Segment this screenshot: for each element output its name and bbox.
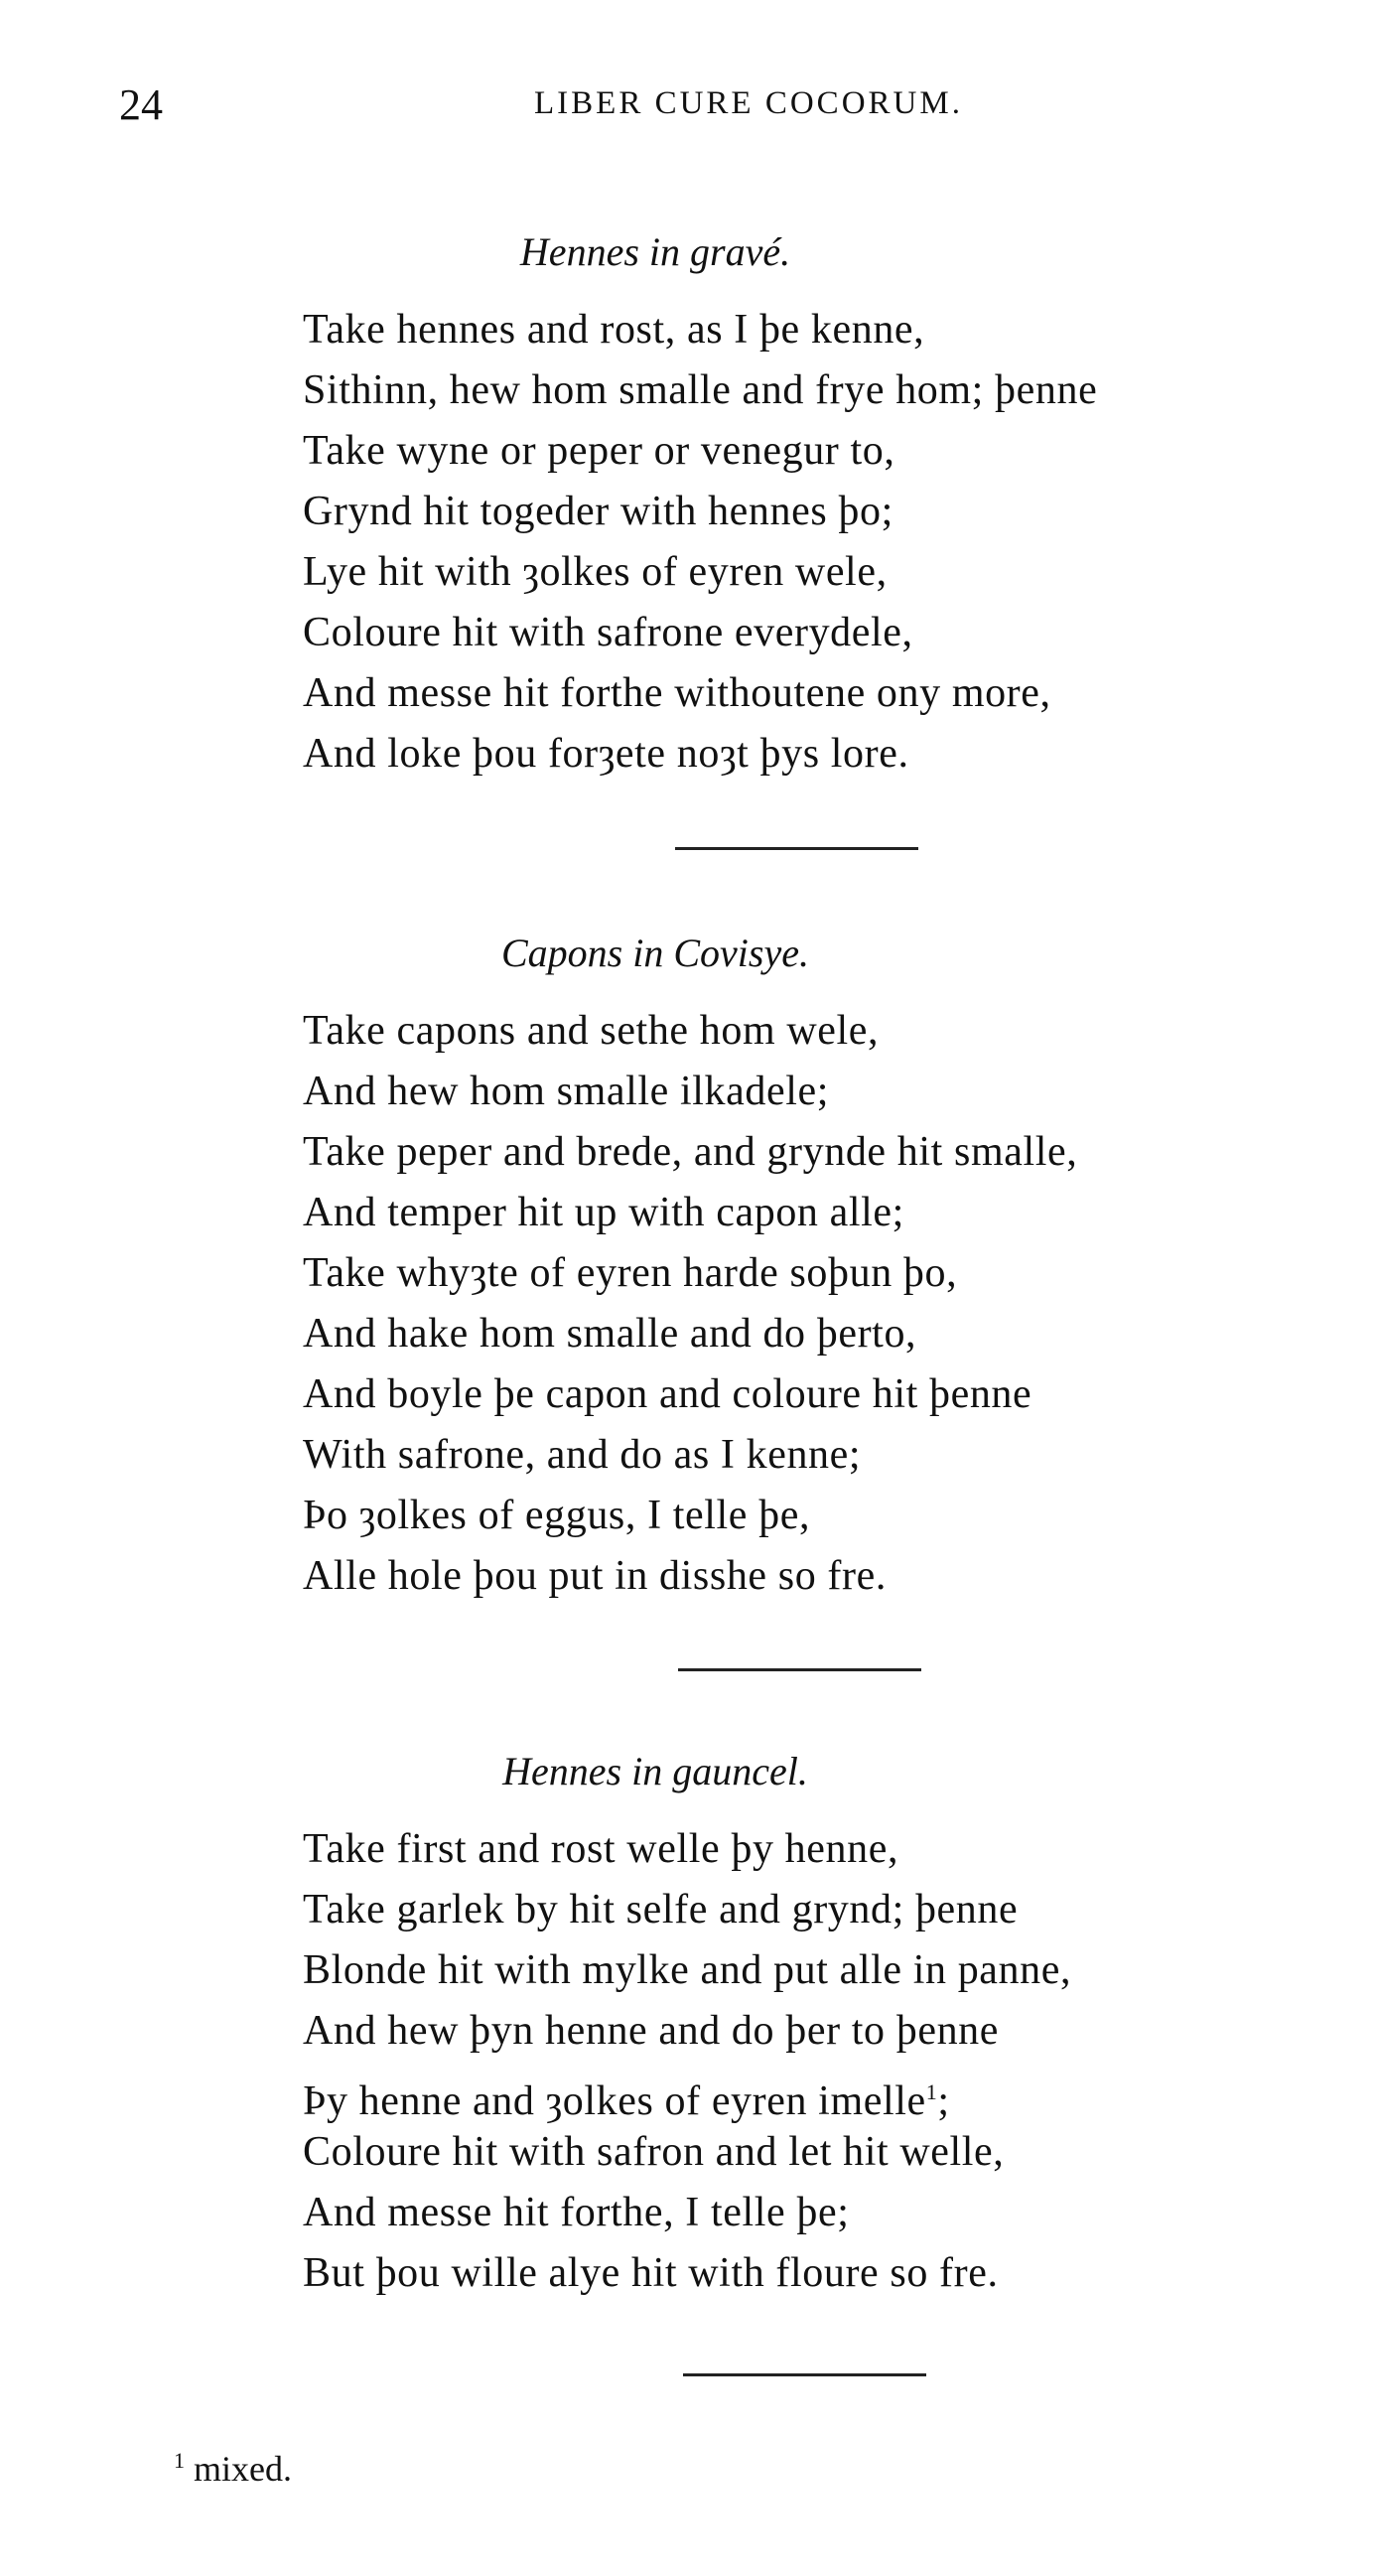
recipe-hennes-in-grave: [303, 220, 1296, 785]
section-divider: [683, 2373, 926, 2376]
verse-line-with-footnote: [303, 2062, 1296, 2122]
verse-line: Take capons and sethe hom wele,: [303, 1008, 880, 1054]
verse-line: Sithinn, hew hom smalle and frye hom; þenne: [303, 367, 1098, 413]
verse-line: But þou wille alye hit with floure so fre.: [303, 2250, 999, 2296]
footnote-marker: 1: [174, 2448, 185, 2473]
running-title: LIBER CURE COCORUM.: [534, 85, 963, 121]
verse-line: Take peper and brede, and grynde hit smalle,: [303, 1129, 1078, 1175]
section-divider: [675, 847, 918, 850]
verse-line: With safrone, and do as I kenne;: [303, 1432, 862, 1478]
recipe-title: Hennes in gauncel.: [502, 1749, 808, 1793]
verse-line: Þo ȝolkes of eggus, I telle þe,: [303, 1493, 811, 1538]
verse-line: Blonde hit with mylke and put alle in panne,: [303, 1947, 1072, 1993]
verse-line: Take first and rost welle þy henne,: [303, 1826, 899, 1872]
recipe-hennes-in-gauncel: [303, 1740, 1296, 2304]
verse-line: Lye hit with ȝolkes of eyren wele,: [303, 549, 888, 595]
verse-line-punctuation: ;: [937, 2078, 950, 2124]
recipe-title: Hennes in gravé.: [519, 229, 791, 274]
verse-lines: [303, 300, 1296, 785]
verse-line: Take whyȝte of eyren harde soþun þo,: [303, 1250, 958, 1296]
verse-line: Take wyne or peper or venegur to,: [303, 428, 895, 474]
page-number: 24: [119, 80, 163, 129]
verse-line: And messe hit forthe withoutene ony more,: [303, 670, 1051, 716]
footnote: [174, 2448, 292, 2490]
verse-line: Coloure hit with safron and let hit welle,: [303, 2129, 1005, 2175]
verse-line: Grynd hit togeder with hennes þo;: [303, 489, 893, 534]
verse-line: And hake hom smalle and do þerto,: [303, 1311, 917, 1357]
verse-line: Take hennes and rost, as I þe kenne,: [303, 307, 925, 353]
footnote-reference[interactable]: 1: [925, 2079, 938, 2104]
verse-line: Take garlek by hit selfe and grynd; þenne: [303, 1887, 1019, 1932]
verse-lines: [303, 1001, 1296, 1607]
verse-line: And temper hit up with capon alle;: [303, 1190, 904, 1235]
verse-lines: [303, 1819, 1296, 2304]
section-divider: [678, 1668, 921, 1671]
footnote-text: mixed.: [194, 2449, 292, 2489]
verse-line: And loke þou forȝete noȝt þys lore.: [303, 731, 909, 777]
verse-line-text: Þy henne and ȝolkes of eyren imelle: [303, 2078, 926, 2124]
verse-line: And hew hom smalle ilkadele;: [303, 1069, 830, 1114]
verse-line: Coloure hit with safrone everydele,: [303, 610, 913, 655]
recipe-capons-in-covisye: [303, 922, 1296, 1607]
verse-line: And hew þyn henne and do þer to þenne: [303, 2008, 1000, 2054]
page-header: [119, 79, 1281, 139]
verse-line: Alle hole þou put in disshe so fre.: [303, 1553, 887, 1599]
recipe-title: Capons in Covisye.: [501, 930, 809, 975]
verse-line: And messe hit forthe, I telle þe;: [303, 2190, 850, 2235]
verse-line: And boyle þe capon and coloure hit þenne: [303, 1371, 1032, 1417]
